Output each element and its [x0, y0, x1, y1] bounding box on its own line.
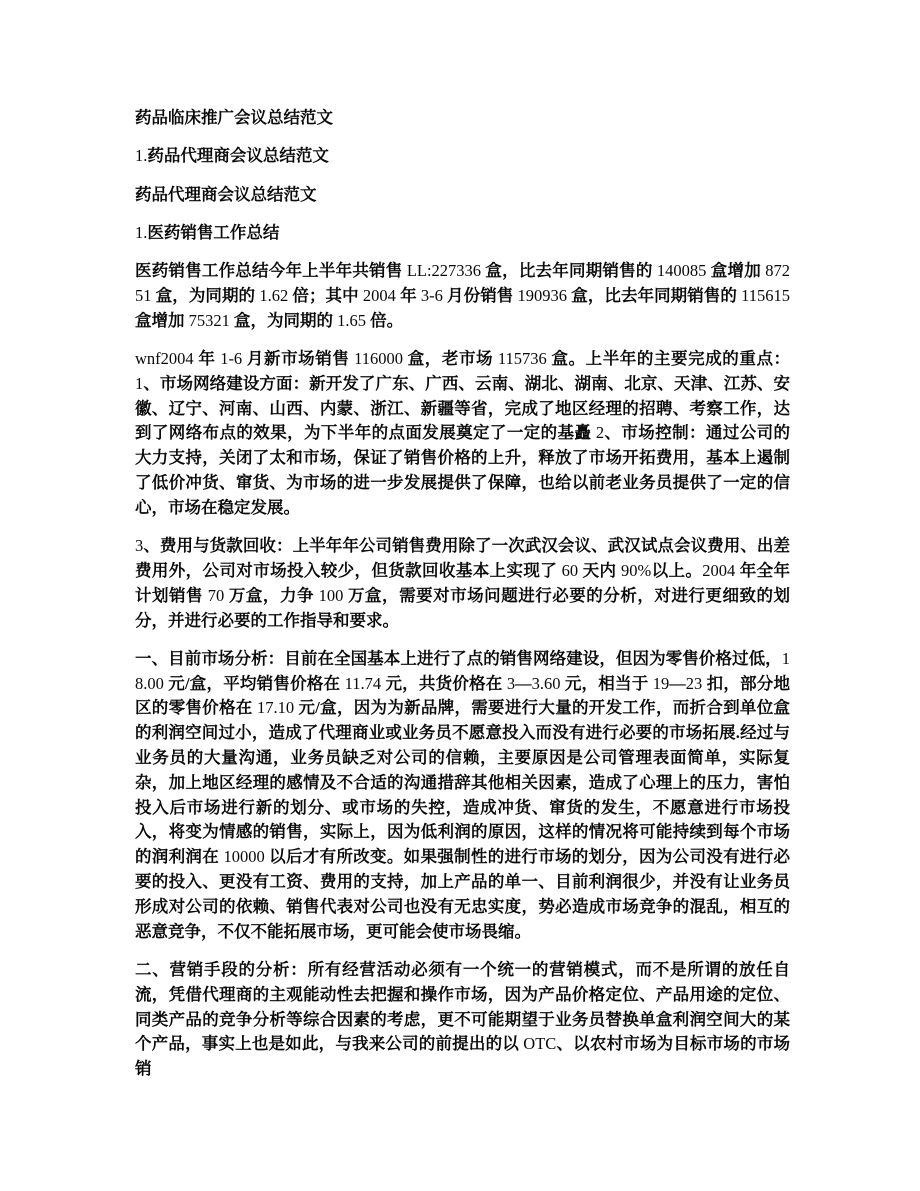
document-title: 药品临床推广会议总结范文 — [135, 108, 333, 127]
paragraph-sales-total: 医药销售工作总结今年上半年共销售 LL:227336 盒，比去年同期销售的 140085 盒增加 87251 盒，为同期的 1.62 倍；其中 2004 年 3-6 月份销售 190936 盒，比去年同期销售的 115615 盒增加 75321 盒，为同期的 1.65 倍。 — [135, 261, 791, 330]
heading-2: 药品代理商会议总结范文 — [135, 184, 317, 204]
paragraph-market-network: wnf2004 年 1-6 月新市场销售 116000 盒，老市场 115736 盒。上半年的主要完成的重点：1、市场网络建设方面：新开发了广东、广西、云南、湖北、湖南、北京、天津、江苏、安徽、辽宁、河南、山西、内蒙、浙江、新疆等省，完成了地区经理的招聘、考察工作，达到了网络布点的效果，为下半年的点面发展奠定了一定的基矗 2、市场控制：通过公司的大力支持，关闭了太和市场，保证了销售价格的上升，释放了市场开拓费用，基本上遏制了低价冲货、窜货、为市场的进一步发展提供了保障，也给以前老业务员提供了一定的信心，市场在稳定发展。 — [135, 349, 791, 517]
heading-1: 1.药品代理商会议总结范文 — [135, 146, 329, 166]
paragraph-market-analysis: 一、目前市场分析：目前在全国基本上进行了点的销售网络建设，但因为零售价格过低，18.00 元/盒，平均销售价格在 11.74 元，共货价格在 3—3.60 元，相当于 19—23 扣，部分地区的零售价格在 17.10 元/盒，因为为新品牌，需要进行大量的开发工作，而折合到单位盒的利润空间过小，造成了代理商业或业务员不愿意投入而没有进行必要的市场拓展.经过与业务员的大量沟通，业务员缺乏对公司的信赖，主要原因是公司管理表面简单，实际复杂，加上地区经理的感情及不合适的沟通措辞其他相关因素，造成了心理上的压力，害怕投入后市场进行新的划分、或市场的失控，造成冲货、窜货的发生，不愿意进行市场投入，将变为情感的销售，实际上，因为低利润的原因，这样的情况将可能持续到每个市场的润利润在 10000 以后才有所改变。如果强制性的进行市场的划分，因为公司没有进行必要的投入、更没有工资、费用的支持，加上产品的单一、目前利润很少，并没有让业务员形成对公司的依赖、销售代表对公司也没有无忠实度，势必造成市场竞争的混乱，相互的恶意竞争，不仅不能拓展市场，更可能会使市场畏缩。 — [135, 648, 791, 941]
paragraph-expenses: 3、费用与货款回收：上半年年公司销售费用除了一次武汉会议、武汉试点会议费用、出差费用外，公司对市场投入较少，但货款回收基本上实现了 60 天内 90%以上。2004 年全年计划销售 70 万盒，力争 100 万盒，需要对市场问题进行必要的分析，对进行更细致的划分，并进行必要的工作指导和要求。 — [135, 536, 791, 630]
paragraph-marketing-methods: 二、营销手段的分析：所有经营活动必须有一个统一的营销模式，而不是所谓的放任自流，凭借代理商的主观能动性去把握和操作市场，因为产品价格定位、产品用途的定位、同类产品的竞争分析等综合因素的考虑，更不可能期望于业务员替换单盒利润空间大的某个产品，事实上也是如此，与我来公司的前提出的以 OTC、以农村市场为目标市场的市场销 — [135, 959, 791, 1079]
heading-3: 1.医药销售工作总结 — [135, 222, 280, 242]
